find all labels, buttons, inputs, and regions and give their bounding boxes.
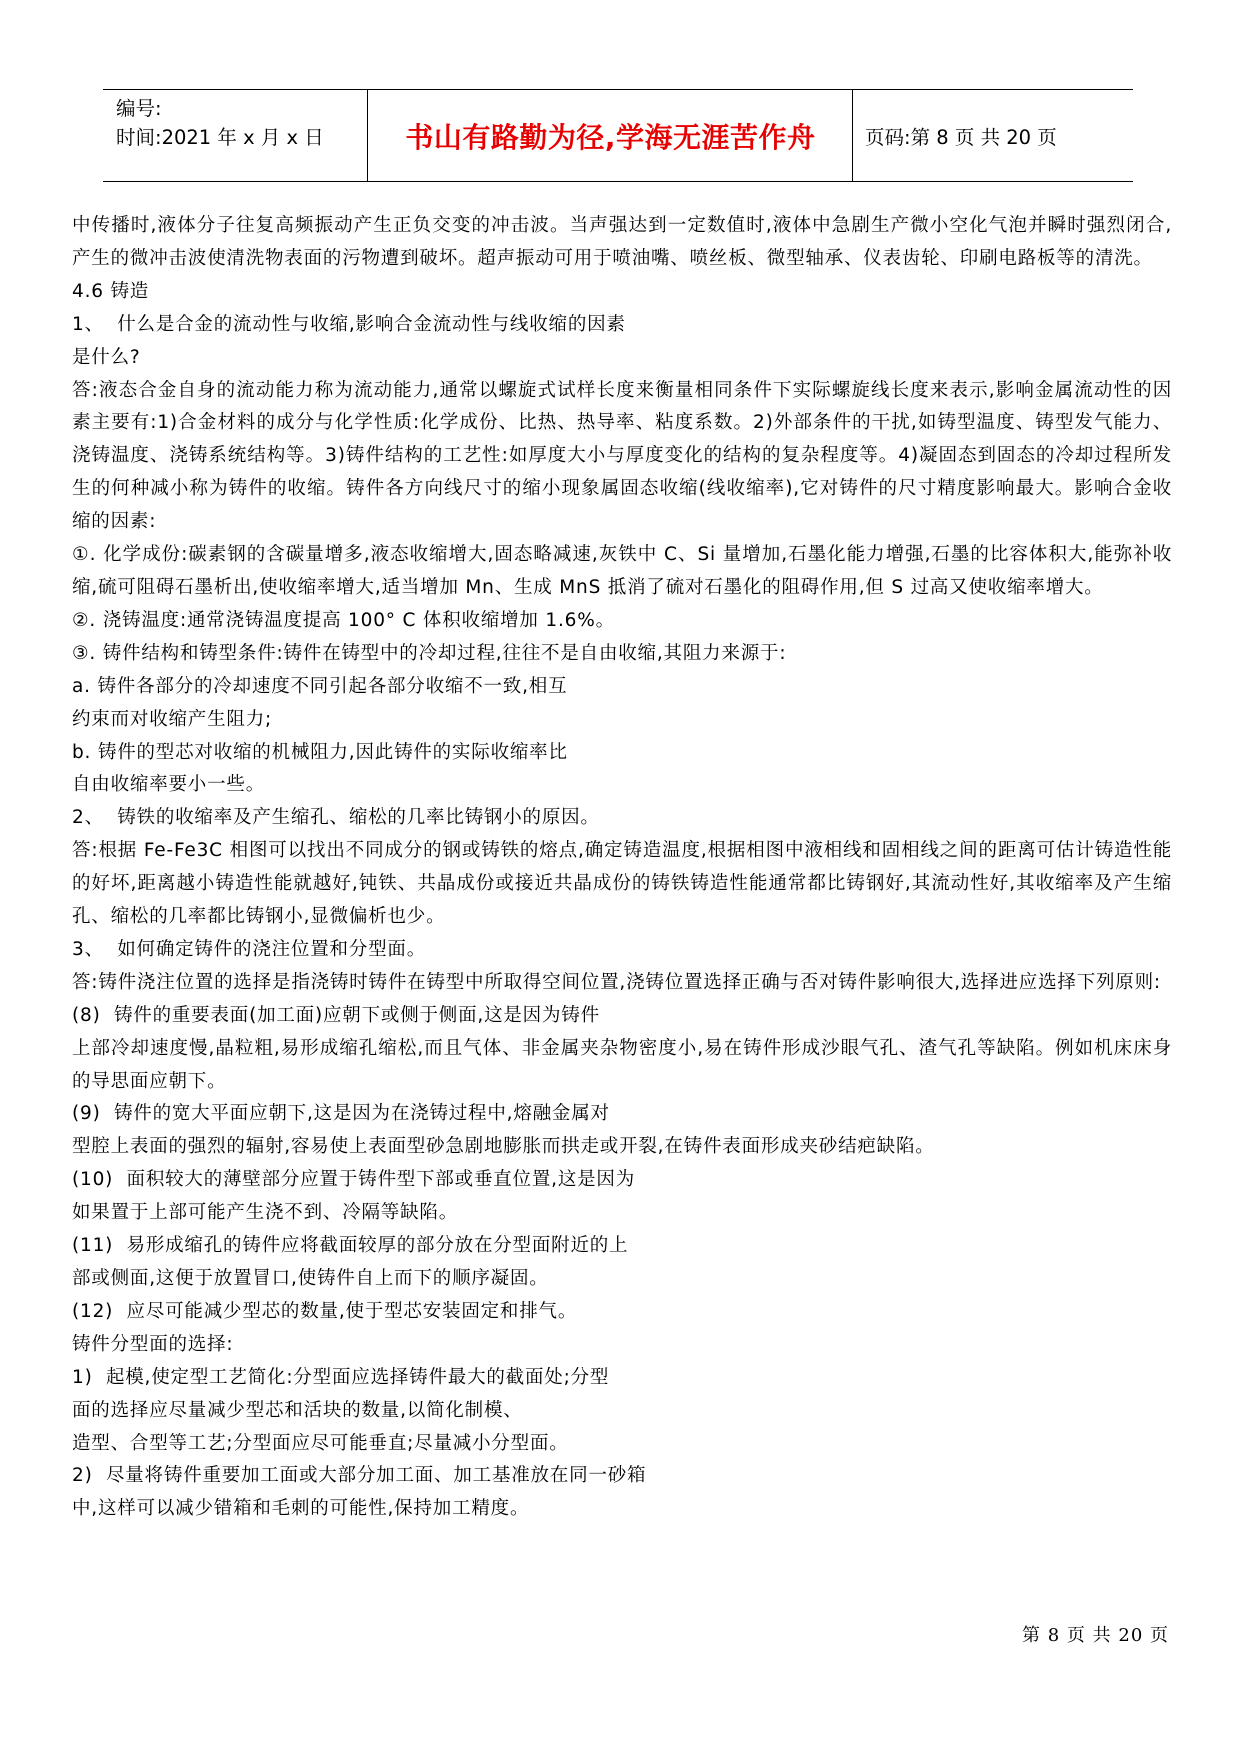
header-motto: 书山有路勤为径,学海无涯苦作舟 [405,120,816,154]
paragraph-line: 部或侧面,这便于放置冒口,使铸件自上而下的顺序凝固。 [72,1268,549,1289]
paragraph-line: 中,这样可以减少错箱和毛刺的可能性,保持加工精度。 [72,1498,530,1520]
document-time-label: 时间:2021 年 x 月 x 日 [116,126,324,149]
list-item: (10) 面积较大的薄壁部分应置于铸件型下部或垂直位置,这是因为 [72,1169,636,1191]
paragraph-line: 上部冷却速度慢,晶粒粗,易形成缩孔缩松,而且气体、非金属夹杂物密度小,易在铸件形成沙眼气孔、渣气孔等缺陷。例如机床床身的导思面应朝下。 [72,1037,1172,1092]
paragraph-line: 自由收缩率要小一些。 [72,774,266,796]
answer-paragraph: 答:根据 Fe-Fe3C 相图可以找出不同成分的钢或铸铁的熔点,确定铸造温度,根据相图中液相线和固相线之间的距离可估计铸造性能的好坏,距离越小铸造性能就越好,钝铁、共晶成份或接近共晶成份的铸铁铸造性能通常都比铸钢好,其流动性好,其收缩率及产生缩孔、缩松的几率都比铸钢小,显微偏析也少。 [72,840,1172,928]
answer-paragraph: 答:液态合金自身的流动能力称为流动能力,通常以螺旋式试样长度来衡量相同条件下实际螺旋线长度来表示,影响金属流动性的因素主要有:1)合金材料的成分与化学性质:化学成份、比热、热导率、粘度系数。2)外部条件的干扰,如铸型温度、铸型发气能力、浇铸温度、浇铸系统结构等。3)铸件结构的工艺性:如厚度大小与厚度变化的结构的复杂程度等。4)凝固态到固态的冷却过程所发生的何种减小称为铸件的收缩。铸件各方向线尺寸的缩小现象属固态收缩(线收缩率),它对铸件的尺寸精度影响最大。影响合金收缩的因素: [72,379,1172,533]
header-page-number: 页码:第 8 页 共 20 页 [865,125,1057,149]
page-header [103,89,1133,182]
list-item: b. 铸件的型芯对收缩的机械阻力,因此铸件的实际收缩率比 [72,741,568,763]
document-number-label: 编号: [116,97,162,120]
question-line: 2、 铸铁的收缩率及产生缩孔、缩松的几率比铸钢小的原因。 [72,807,600,829]
answer-paragraph: 答:铸件浇注位置的选择是指浇铸时铸件在铸型中所取得空间位置,浇铸位置选择正确与否对铸件影响很大,选择进应选择下列原则: [72,971,1161,993]
header-divider [852,90,853,181]
list-item: 2) 尽量将铸件重要加工面或大部分加工面、加工基准放在同一砂箱 [72,1465,647,1487]
paragraph: 中传播时,液体分子往复高频振动产生正负交变的冲击波。当声强达到一定数值时,液体中急剧生产微小空化气泡并瞬时强烈闭合,产生的微冲击波使清洗物表面的污物遭到破坏。超声振动可用于喷油嘴、喷丝板、微型轴承、仪表齿轮、印刷电路板等的清洗。 [72,215,1172,269]
list-item: ①. 化学成份:碳素钢的含碳量增多,液态收缩增大,固态略减速,灰铁中 C、Si 量增加,石墨化能力增强,石墨的比容体积大,能弥补收缩,硫可阻碍石墨析出,使收缩率增大,适当增加 Mn、生成 MnS 抵消了硫对石墨化的阻碍作用,但 S 过高又使收缩率增大。 [72,544,1172,598]
subheading: 铸件分型面的选择: [72,1333,234,1355]
header-divider [367,90,368,181]
list-item: (11) 易形成缩孔的铸件应将截面较厚的部分放在分型面附近的上 [72,1235,629,1257]
list-item: (8) 铸件的重要表面(加工面)应朝下或侧于侧面,这是因为铸件 [72,1004,600,1026]
list-item: (9) 铸件的宽大平面应朝下,这是因为在浇铸过程中,熔融金属对 [72,1103,610,1125]
paragraph-line: 面的选择应尽量减少型芯和活块的数量,以简化制模、 [72,1399,523,1421]
list-item: ③. 铸件结构和铸型条件:铸件在铸型中的冷却过程,往往不是自由收缩,其阻力来源于: [72,642,787,664]
document-body [72,210,1172,1526]
question-line: 3、 如何确定铸件的浇注位置和分型面。 [72,938,427,960]
question-line: 1、 什么是合金的流动性与收缩,影响合金流动性与线收缩的因素 [72,313,626,335]
list-item: ②. 浇铸温度:通常浇铸温度提高 100° C 体积收缩增加 1.6%。 [72,609,615,631]
paragraph-line: 造型、合型等工艺;分型面应尽可能垂直;尽量减小分型面。 [72,1432,569,1454]
list-item: a. 铸件各部分的冷却速度不同引起各部分收缩不一致,相互 [72,675,568,697]
paragraph-line: 如果置于上部可能产生浇不到、冷隔等缺陷。 [72,1202,459,1224]
list-item: (12) 应尽可能减少型芯的数量,使于型芯安装固定和排气。 [72,1300,578,1322]
page-footer-number: 第 8 页 共 20 页 [1022,1625,1169,1646]
section-heading: 4.6 铸造 [72,280,150,302]
paragraph-line: 约束而对收缩产生阻力; [72,708,273,730]
question-line: 是什么? [72,346,141,368]
list-item: 1) 起模,使定型工艺简化:分型面应选择铸件最大的截面处;分型 [72,1366,610,1388]
paragraph-line: 型腔上表面的强烈的辐射,容易使上表面型砂急剧地膨胀而拱走或开裂,在铸件表面形成夹砂结疤缺陷。 [72,1136,935,1158]
